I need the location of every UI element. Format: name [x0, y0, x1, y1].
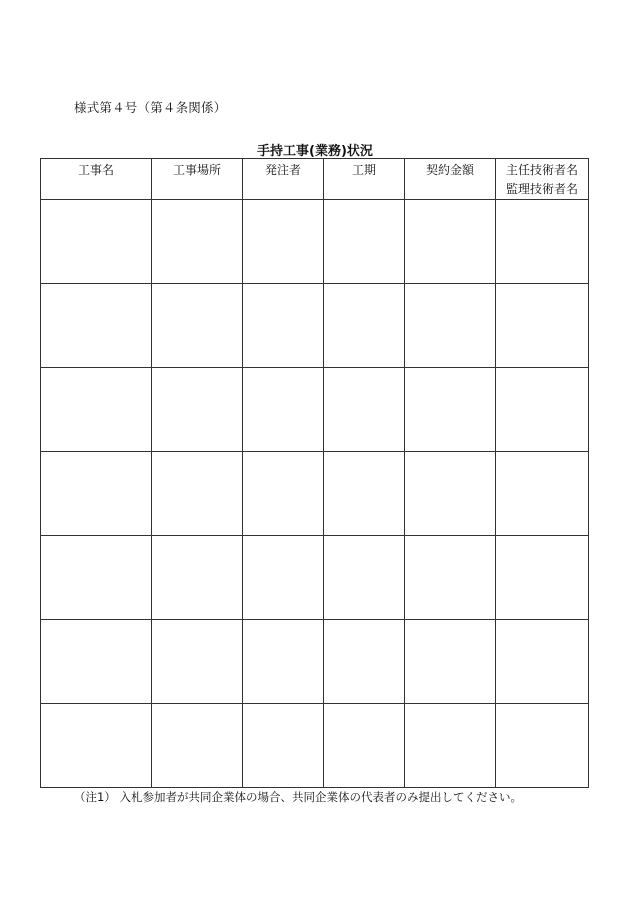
table-cell — [405, 368, 496, 452]
column-header-contract-amount — [405, 159, 496, 200]
column-header-work-name — [41, 159, 152, 200]
table-cell — [496, 284, 589, 368]
table-cell — [405, 452, 496, 536]
table-cell — [243, 200, 324, 284]
table-cell — [41, 200, 152, 284]
table-cell — [405, 704, 496, 788]
column-label-chief-engineer: 主任技術者名 — [505, 163, 578, 177]
table-cell — [324, 200, 405, 284]
table-cell — [152, 620, 243, 704]
column-label: 発注者 — [264, 163, 301, 177]
table-cell — [152, 536, 243, 620]
table-cell — [405, 200, 496, 284]
column-label: 契約金額 — [425, 163, 474, 177]
table-cell — [243, 368, 324, 452]
column-header-period — [324, 159, 405, 200]
table-cell — [324, 620, 405, 704]
table-header-row — [41, 159, 589, 200]
column-label: 工事名 — [77, 163, 114, 177]
table-cell — [496, 536, 589, 620]
column-label: 工事場所 — [172, 163, 221, 177]
work-status-table — [40, 158, 589, 788]
table-cell — [41, 620, 152, 704]
column-header-engineer-names — [496, 159, 589, 200]
table-cell — [152, 368, 243, 452]
table-row — [41, 536, 589, 620]
form-number: 様式第４号（第４条関係） — [74, 100, 227, 115]
table-cell — [41, 536, 152, 620]
table-cell — [152, 200, 243, 284]
table-cell — [405, 620, 496, 704]
table-cell — [152, 452, 243, 536]
document-title: 手持工事(業務)状況 — [257, 144, 373, 159]
table-cell — [243, 620, 324, 704]
table-cell — [324, 368, 405, 452]
table-cell — [405, 536, 496, 620]
table-cell — [152, 284, 243, 368]
table-cell — [243, 536, 324, 620]
table-cell — [496, 452, 589, 536]
table-row — [41, 368, 589, 452]
table-cell — [41, 368, 152, 452]
table-cell — [324, 536, 405, 620]
table-row — [41, 200, 589, 284]
column-label: 工期 — [351, 163, 376, 177]
table-cell — [496, 200, 589, 284]
footnote: （注1） 入札参加者が共同企業体の場合、共同企業体の代表者のみ提出してください。 — [74, 790, 522, 804]
table-cell — [496, 368, 589, 452]
table-cell — [496, 704, 589, 788]
table-cell — [41, 452, 152, 536]
table-cell — [324, 284, 405, 368]
table-cell — [405, 284, 496, 368]
column-label-supervising-engineer: 監理技術者名 — [505, 182, 578, 196]
table-cell — [243, 284, 324, 368]
table-cell — [324, 452, 405, 536]
table-row — [41, 284, 589, 368]
table-row — [41, 620, 589, 704]
column-header-work-location — [152, 159, 243, 200]
table-cell — [243, 452, 324, 536]
table-cell — [152, 704, 243, 788]
table-cell — [41, 704, 152, 788]
table-cell — [41, 284, 152, 368]
table-cell — [496, 620, 589, 704]
table-cell — [243, 704, 324, 788]
table-cell — [324, 704, 405, 788]
column-header-client — [243, 159, 324, 200]
table-row — [41, 704, 589, 788]
table-row — [41, 452, 589, 536]
